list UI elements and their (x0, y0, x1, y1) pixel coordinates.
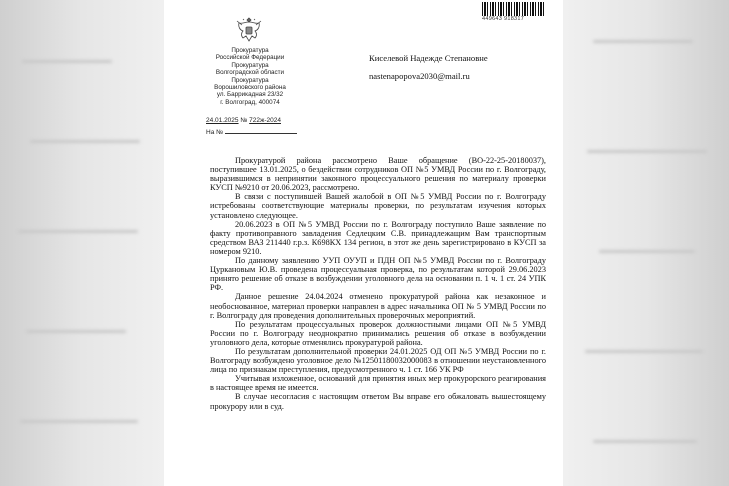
coat-of-arms-emblem-icon (233, 14, 265, 46)
org-line: Российской Федерации (215, 54, 285, 62)
organization-header (200, 47, 300, 106)
document-date: 24.01.2025 (206, 117, 239, 124)
blurred-background-left (0, 0, 164, 486)
barcode-image (482, 2, 544, 16)
number-prefix: № (240, 117, 248, 124)
reference-line (206, 129, 297, 136)
barcode-number: 449643 918317 (482, 16, 525, 22)
body-paragraph: 20.06.2023 в ОП №5 УМВД России по г. Волгограду поступило Ваше заявление по факту противоправного завладения Седлецким С.В. принадлежащим Вам транспортным средством ВАЗ 211440 г.р.з. К698КХ 134 регион, в этот же день зарегистрировано в КУСП за номером 9210. (210, 219, 546, 256)
body-paragraph: По данному заявлению УУП ОУУП и ПДН ОП №5 УМВД России по г. Волгограду Цуркановым Ю.В. проведена процессуальная проверка, по результатам которой 29.06.2023 принято решение об отказе в возбуждении уголовного дела на основании п. 1 ч. 1 ст. 24 УПК РФ. (210, 256, 546, 293)
document-number: 722ж-2024 (249, 117, 281, 124)
org-line: Ворошиловского района (214, 84, 286, 92)
reference-blank (225, 133, 297, 134)
document-page (164, 0, 563, 486)
org-line: Прокуратура (231, 61, 269, 69)
body-paragraph: В случае несогласия с настоящим ответом Вы вправе его обжаловать вышестоящему прокурору или в суд. (210, 392, 546, 411)
body-paragraph: Данное решение 24.04.2024 отменено прокуратурой района как незаконное и необоснованное, материал проверки направлен в адрес начальника ОП № 5 УМВД России по г. Волгограду для проведения дополнительных проверочных мероприятий. (210, 292, 546, 320)
body-paragraph: Прокуратурой района рассмотрено Ваше обращение (ВО-22-25-20180037), поступившее 13.01.2025, о бездействии сотрудников ОП №5 УМВД России по г. Волгограду, выразившимся в непринятии законного процессуального решения по материалу проверки КУСП №9210 от 20.06.2023, рассмотрено. (210, 156, 546, 193)
recipient-name: Киселевой Надежде Степановне (369, 53, 488, 63)
body-paragraph: По результатам процессуальных проверок должностными лицами ОП №5 УМВД России по г. Волгограду неоднократно принимались решения об отказе в возбуждении уголовного дела, которые отменялись прокуратурой района. (210, 319, 546, 347)
blurred-background-right (563, 0, 729, 486)
document-date-number (206, 117, 281, 124)
body-paragraph: По результатам дополнительной проверки 24.01.2025 ОД ОП №5 УМВД России по г. Волгограду возбуждено уголовное дело №12501180032000083 в отношении неустановленного лица по признакам преступления, предусмотренного ч. 1 ст. 166 УК РФ (210, 346, 546, 375)
org-line: Прокуратура (231, 47, 269, 54)
reference-label: На № (206, 129, 224, 136)
org-line: Волгоградской области (215, 69, 285, 77)
body-paragraph: Учитывая изложенное, оснований для принятия иных мер прокурорского реагирования в настоящее время не имеется. (210, 374, 546, 393)
org-line: ул. Баррикадная 23/32 (216, 91, 284, 99)
org-line: г. Волгоград, 400074 (220, 98, 280, 106)
letter-body (210, 156, 546, 411)
org-line: Прокуратура (231, 76, 269, 84)
body-paragraph: В связи с поступившей Вашей жалобой в ОП №5 УМВД России по г. Волгограду истребованы соответствующие материалы проверки, по результатам изучения которых установлено следующее. (210, 192, 546, 220)
recipient-email: nastenapopova2030@mail.ru (369, 71, 470, 81)
